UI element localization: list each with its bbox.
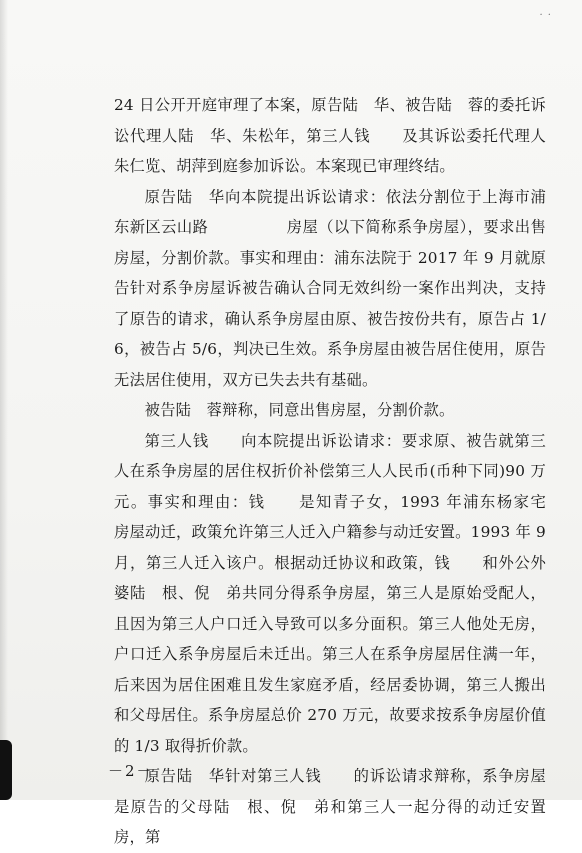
paragraph-plaintiff-defense: 原告陆 华针对第三人钱 的诉讼请求辩称，系争房屋是原告的父母陆 根、倪 弟和第三人一起分得的动迁安置房，第 [114,767,546,846]
paragraph-hearing-info: 24 日公开开庭审理了本案，原告陆 华、被告陆 蓉的委托诉讼代理人陆 华、朱松年，第三人钱 及其诉讼委托代理人朱仁览、胡萍到庭参加诉讼。本案现已审理终结。 [114,96,546,175]
paragraph-defendant-reply: 被告陆 蓉辩称，同意出售房屋，分割价款。 [144,401,455,419]
binding-clip-mark [0,740,12,800]
scan-edge-shadow [0,0,8,800]
page-number: －2－ [108,762,154,780]
paragraph-third-party-claim: 第三人钱 向本院提出诉讼请求：要求原、被告就第三人在系争房屋的居住权折价补偿第三人人民币(币种下同)90 万元。事实和理由：钱 是知青子女，1993 年浦东杨家宅 房屋动迁，政策允许第三人迁入户籍参与动迁安置。1993 年 9 月，第三人迁入该户。根据动迁协议和政策，钱 和外公外婆陆 根、倪 弟共同分得系争房屋，第三人是原始受配人，且因为第三人户口迁入导致可以多分面积。第三人他处无房，户口迁入系争房屋后未迁出。第三人在系争房屋居住满一年，后来因为居住困难且发生家庭矛盾，经居委协调，第三人搬出和父母居住。系争房屋总价 270 万元，故要求按系争房屋价值的 1/3 取得折价款。 [114,431,577,755]
document-body [114,90,577,853]
corner-mark: · · [539,10,552,21]
paragraph-plaintiff-claim: 原告陆 华向本院提出诉讼请求：依法分割位于上海市浦东新区云山路 房屋（以下简称系争房屋），要求出售房屋，分割价款。事实和理由：浦东法院于 2017 年 9 月就原告针对系争房屋诉被告确认合同无效纠纷一案作出判决，支持了原告的请求，确认系争房屋由原、被告按份共有，原告占 1/6，被告占 5/6，判决已生效。系争房屋由被告居住使用，原告无法居住使用，双方已失去共有基础。 [114,187,546,389]
